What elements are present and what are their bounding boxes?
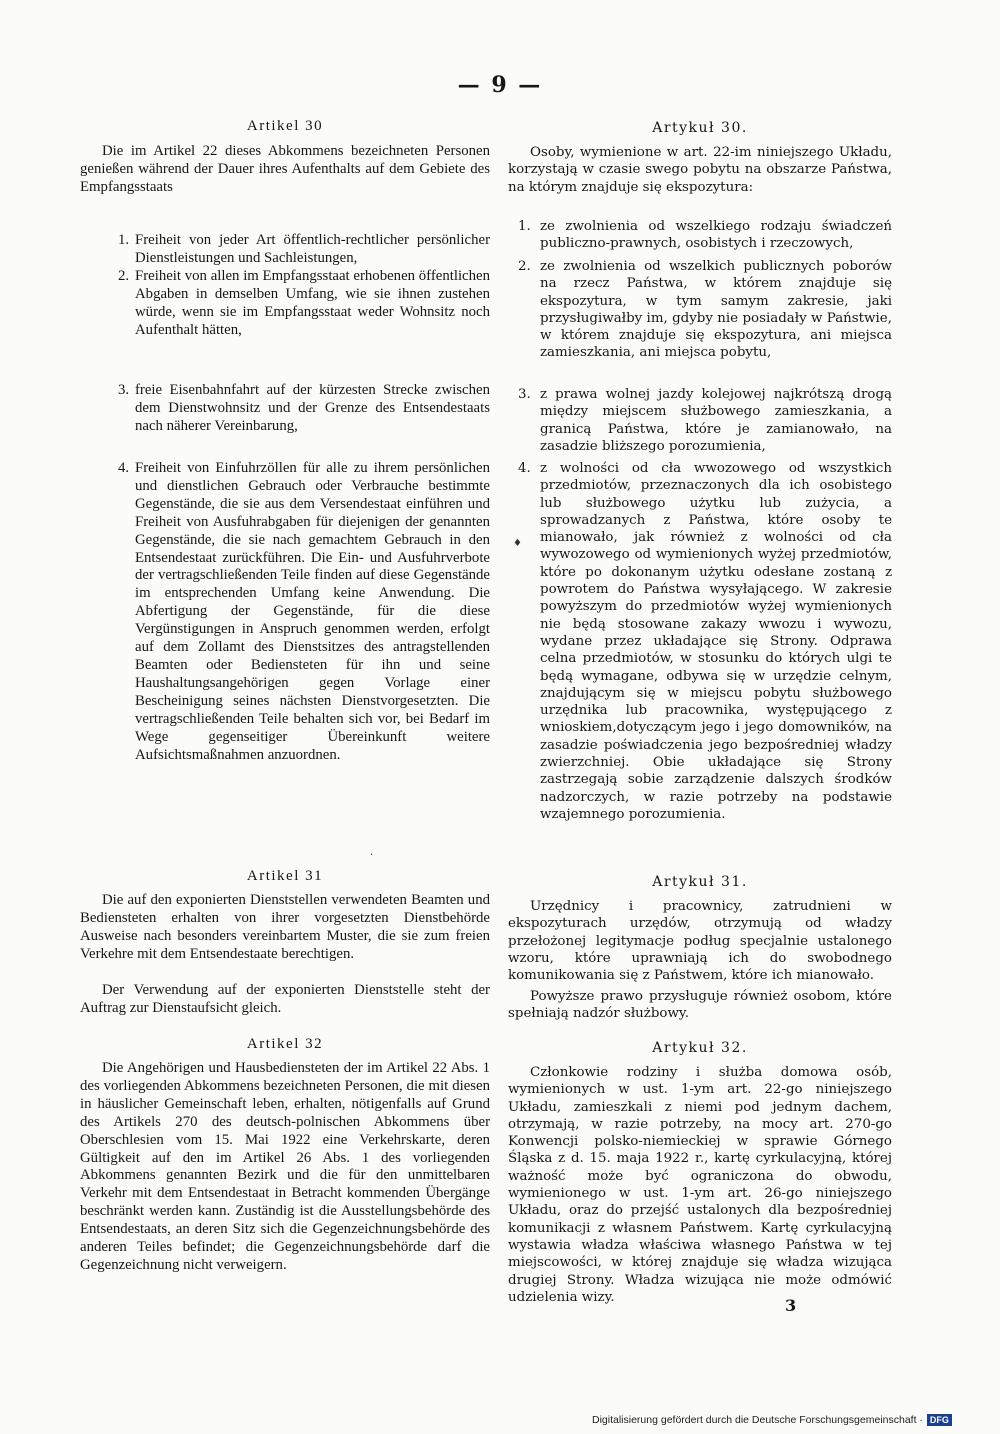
art30-item-3 (80, 382, 490, 436)
item-text: Freiheit von jeder Art öffentlich-rechtlicher persönlicher Dienstleistungen und Sachleistungen, (135, 232, 490, 266)
art32-p1: Die Angehörigen und Hausbediensteten der im Artikel 22 Abs. 1 des vorliegenden Abkommens bezeichneten Personen, die mit diesen in häuslicher Gemeinschaft leben, erhalten, nötigenfalls auf Grund des Artikels 270 des deutsch-polnischen Abkommens über Oberschlesien vom 15. Mai 1922 eine Verkehrskarte, deren Gültigkeit auf den im Artikel 26 Abs. 1 des vorliegenden Abkommens genannten Bezirk und die für den unmittelbaren Verkehr mit dem Entsendestaat in Betracht kommenden Übergänge beschränkt werden kann. Zuständig ist die Ausstellungsbehörde des Entsendestaats, an deren Sitz sich die Gegenzeichnungsbehörde des anderen Teiles befindet; die Gegenzeichnungsbehörde darf die Gegenzeichnung nicht verweigern. (80, 1060, 490, 1273)
heading-artykul-30: Artykuł 30. (652, 120, 748, 136)
item-number: 3. (518, 387, 531, 402)
item-text: z prawa wolnej jazdy kolejowej najkrótszą drogą między miejscem służbowego zamieszkania, a granicą Państwa, które je zamianowało, na zasadzie bliższego porozumienia, (540, 387, 892, 454)
art31-p2: Powyższe prawo przysługuje również osobom, które spełniają nadzór służbowy. (508, 989, 892, 1022)
bullet-mark: ♦ (513, 538, 522, 549)
art30-item-1 (80, 232, 490, 268)
item-number: 3. (118, 382, 130, 398)
item-number: 2. (118, 268, 130, 284)
heading-artykul-32: Artykuł 32. (652, 1040, 748, 1056)
footer-text: Digitalisierung gefördert durch die Deutsche Forschungsgemeinschaft · (592, 1414, 923, 1426)
art30-item-2 (80, 268, 490, 340)
item-text: ze zwolnienia od wszelkiego rodzaju świadczeń publiczno-prawnych, osobistych i rzeczowych, (540, 219, 892, 252)
item-text: z wolności od cła wwozowego od wszystkich przedmiotów, przeznaczonych dla ich osobistego lub służbowego użytku lub zużycia, a sprowadzanych z Państwa, które osoby te mianowało, jak również z wolności od cła wywozowego od wymienionych wyżej przedmiotów, które po dokonanym użytku odesłane zostaną z powrotem do Państwa wysyłającego. W zakresie powyższym do przedmiotów wyżej wymienionych nie będą stosowane zakazy wwozu i wywozu, wydane przez układające się Strony. Odprawa celna przedmiotów, w stosunku do których ulgi te będą wymagane, odbywa się w urzędzie celnym, znajdującym się w miejscu pobytu służbowego urzędnika lub pracownika, występującego z wnioskiem,dotyczącym jego i jego domowników, na zasadzie poświadczenia jego bezpośredniej władzy zwierzchniej. Obie układające się Strony zastrzegają sobie zarządzenie dalszych środków nadzorczych, w razie potrzeby na podstawie wzajemnego porozumienia. (540, 461, 892, 822)
heading-artikel-32: Artikel 32 (246, 1036, 324, 1052)
item-number: 2. (518, 259, 531, 274)
art30-item-1 (508, 218, 892, 253)
art30-item-2 (508, 258, 892, 362)
heading-artikel-31: Artikel 31 (246, 868, 324, 884)
german-column (80, 0, 490, 1434)
ink-mark: · (370, 850, 374, 861)
item-text: Freiheit von allen im Empfangsstaat erhobenen öffentlichen Abgaben in demselben Umfang, wie sie ihnen zustehen würde, wenn sie im Empfangsstaat weder Wohnsitz noch Aufenthalt hätten, (135, 268, 490, 338)
item-number: 1. (118, 232, 130, 248)
art31-p2: Der Verwendung auf der exponierten Dienststelle steht der Auftrag zur Dienstaufsicht gleich. (80, 982, 490, 1016)
item-text: Freiheit von Einfuhrzöllen für alle zu ihrem persönlichen und dienstlichen Gebrauch oder Verbrauche bestimmte Gegenstände, die sie aus dem Versendestaat einführen und Freiheit von Ausfuhrabgaben für diejenigen der genannten Gegenstände, die sie nach gemachtem Gebrauch in den Entsendestaat zurückführen. Die Ein- und Ausfuhrverbote der vertragschließenden Teile finden auf diese Gegenstände im entsprechenden Umfang keine Anwendung. Die Abfertigung der Gegenstände, für die diese Vergünstigungen in Anspruch genommen werden, erfolgt auf dem Zollamt des Dienstsitzes des antragstellenden Beamten oder Bediensteten für ihn und seine Haushaltungsangehörigen gegen Vorlage einer Bescheinigung seines nächsten Dienstvorgesetzten. Die vertragschließenden Teile behalten sich vor, bei Bedarf im Wege gegenseitiger Übereinkunft weitere Aufsichtsmaßnahmen anzuordnen. (135, 460, 490, 763)
art30-intro: Osoby, wymienione w art. 22-im niniejszego Układu, korzystają w czasie swego pobytu na obszarze Państwa, na którym znajduje się ekspozytura: (508, 145, 892, 195)
dfg-logo-icon: DFG (927, 1414, 952, 1426)
art31-p1: Die auf den exponierten Dienststellen verwendeten Beamten und Bediensteten erhalten von ihrer vorgesetzten Dienstbehörde Ausweise nach besonders vereinbartem Muster, die sie zum freien Verkehre mit dem Entsendestaate berechtigen. (80, 892, 490, 962)
art30-item-4 (80, 460, 490, 764)
page-number: — 9 — (457, 72, 543, 98)
heading-artykul-31: Artykuł 31. (652, 874, 748, 890)
art30-item-3 (508, 386, 892, 455)
item-number: 4. (118, 460, 130, 476)
footer-credit (592, 1414, 952, 1426)
item-number: 1. (518, 219, 531, 234)
art30-intro: Die im Artikel 22 dieses Abkommens bezeichneten Personen genießen während der Dauer ihres Aufenthalts auf dem Gebiete des Empfangsstaats (80, 143, 490, 195)
art30-item-4 (508, 460, 892, 823)
sheet-number: 3 (785, 1296, 797, 1315)
item-text: freie Eisenbahnfahrt auf der kürzesten Strecke zwischen dem Dienstwohnsitz und der Grenze des Entsendestaats nach näherer Vereinbarung, (135, 382, 490, 434)
item-number: 4. (518, 461, 531, 476)
art31-p1: Urzędnicy i pracownicy, zatrudnieni w ekspozyturach urzędów, otrzymują od władzy przełożonej legitymacje podług specjalnie ustalonego wzoru, które uprawniają ich do swobodnego komunikowania się z Państwem, które ich mianowało. (508, 899, 892, 984)
item-text: ze zwolnienia od wszelkich publicznych poborów na rzecz Państwa, w którem znajduje się ekspozytura, w tym samym zakresie, jaki przysługiwałby im, gdyby nie posiadały w Państwie, w którem znajduje się ekspozytura, ani miejsca zamieszkania, ani miejsca pobytu, (540, 259, 892, 361)
heading-artikel-30: Artikel 30 (246, 118, 324, 134)
art32-p1: Członkowie rodziny i służba domowa osób, wymienionych w ust. 1-ym art. 22-go niniejszego Układu, zamieszkali z niemi pod jednym dachem, otrzymają, w razie potrzeby, na mocy art. 270-go Konwencji polsko-niemieckiej w sprawie Górnego Śląska z d. 15. maja 1922 r., kartę cyrkulacyjną, której ważność może być ograniczona do obwodu, wymienionego w ust. 1-ym art. 26-go niniejszego Układu, oraz do przejść ustalonych dla bezpośredniej komunikacji z własnem Państwem. Kartę cyrkulacyjną wystawia władza właściwa własnego Państwa w tej miejscowości, w której znajduje się władza wizująca drugiej Strony. Władza wizująca nie może odmówić udzielenia wizy. (508, 1065, 892, 1305)
polish-column (508, 0, 892, 1434)
